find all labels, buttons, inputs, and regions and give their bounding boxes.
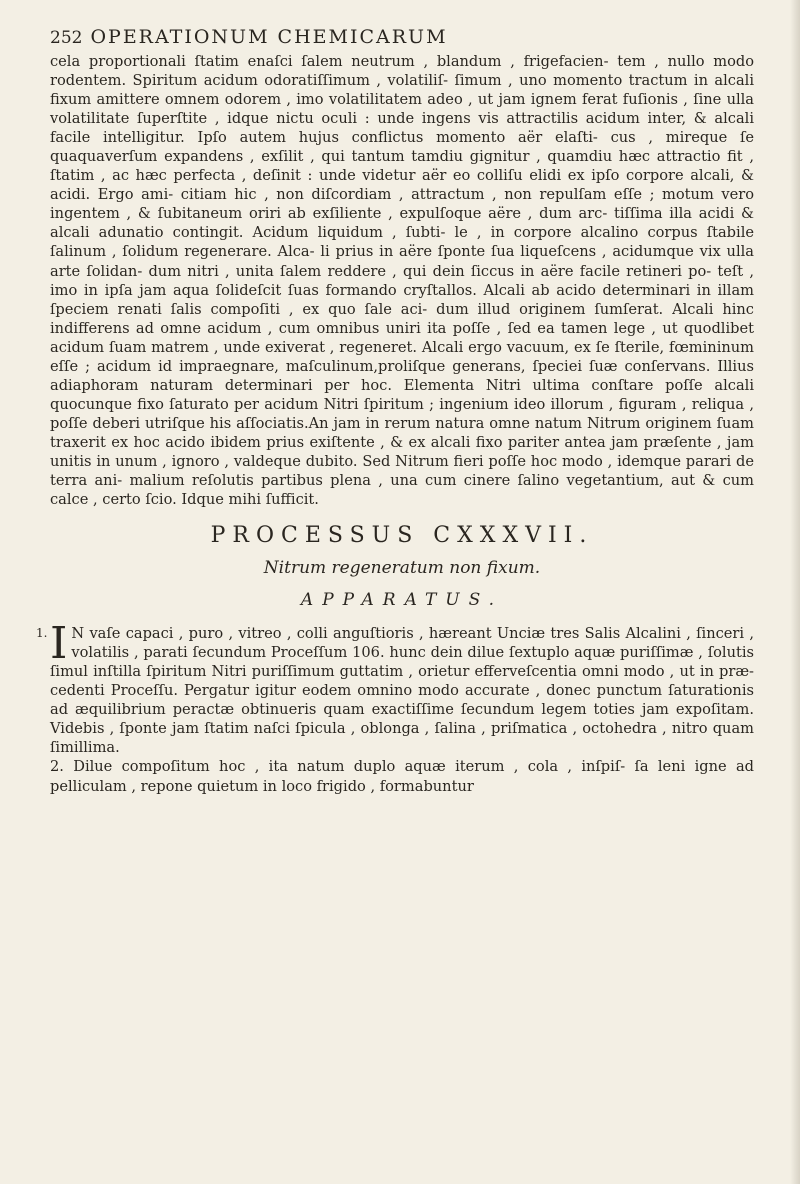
main-text xyxy=(50,52,754,509)
running-head xyxy=(50,26,754,48)
drop-capital: I xyxy=(50,618,68,670)
apparatus-paragraph-1-text: N vaſe capaci , puro , vitreo , colli anguſtioris , hæreant Unciæ tres Salis Alcalini , ſinceri , volatilis , parati ſecundum Proceſſum 106. hunc dein dilue ſextuplo aquæ puriſſimæ , ſolutis ſimul inſtilla ſpiritum Nitri puriſſimum guttatim , orietur efferveſcentia omni modo , ut in præ- cedenti Proceſſu. Pergatur igitur eodem omnino modo accurate , donec punctum ſaturationis ad æquilibrium peractæ obtinueris quam exactiſſime ſecundum legem toties jam expoſitam. Videbis , ſponte jam ſtatim naſci ſpicula , oblonga , ſalina , priſmatica , octohedra , nitro quam ſimillima. xyxy=(50,625,754,757)
paragraph-1: cela proportionali ſtatim enaſci ſalem neutrum , blandum , frigefacien- tem , nullo modo rodentem. Spiritum acidum odoratiſſimum , volatiliſ- ſimum , uno momento tractum in alcali fixum amittere omnem odorem , imo volatilitatem adeo , ut jam ignem ferat fuſionis , ſine ulla volatilitate ſuperſtite , idque nictu oculi : unde ingens vis attractilis acidum inter, & alcali facile intelligitur. Ipſo autem hujus conflictus momento aër elaſti- cus , mireque ſe quaquaverſum expandens , exſilit , qui tantum tamdiu gignitur , quamdiu hæc attractio fit , ſtatim , ac hæc perfecta , deſinit : unde videtur aër eo colliſu elidi ex ipſo corpore alcali, & acidi. Ergo ami- citiam hic , non diſcordiam , attractum , non repulſam eſſe ; motum vero ingentem , & ſubitaneum oriri ab exſiliente , expulſoque aëre , dum arc- tiſſima illa acidi & alcali adunatio contingit. Acidum liquidum , ſubti- le , in corpore alcalino corpus ſtabile ſalinum , ſolidum regenerare. Alca- li prius in aëre ſponte ſua liqueſcens , acidumque vix ulla arte ſolidan- dum nitri , unita ſalem reddere , qui dein ſiccus in aëre facile retineri po- teſt , imo in ipſa jam aqua ſolideſcit ſuas formando cryſtallos. Alcali ab acido determinari in illam ſpeciem renati ſalis compoſiti , ex quo ſale aci- dum illud originem ſumſerat. Alcali hinc indifferens ad omne acidum , cum omnibus uniri ita poſſe , ſed ea tamen lege , ut quodlibet acidum ſuam matrem , unde exiverat , regeneret. Alcali ergo vacuum, ex ſe ſterile, fœmininum eſſe ; acidum id impraegnare, maſculinum,proliſque generans, ſpeciei ſuæ conſervans. Illius adiaphoram naturam determinari per hoc. Elementa Nitri ultima conſtare poſſe alcali quocunque fixo ſaturato per acidum Nitri ſpiritum ; ingenium ideo illorum , figuram , reliqua , poſſe deberi utriſque his aſſociatis.An jam in rerum natura omne natum Nitrum originem ſuam traxerit ex hoc acido ibidem prius exiſtente , & ex alcali fixo pariter antea jam præſente , jam unitis in unum , ignoro , valdeque dubito. Sed Nitrum fieri poſſe hoc modo , idemque parari de terra ani- malium reſolutis partibus plena , una cum cinere ſalino vegetantium, aut & cum calce , certo ſcio. Idque mihi ſufficit. xyxy=(50,53,754,509)
process-subtitle: Nitrum regeneratum non fixum. xyxy=(263,558,541,579)
process-heading: PROCESSUS CXXXVII. xyxy=(210,523,594,549)
page-number: 252 xyxy=(50,28,83,48)
apparatus-text xyxy=(36,618,754,795)
apparatus-paragraph-2: 2. Dilue compoſitum hoc , ita natum duplo aquæ iterum , cola , inſpiſ- ſa leni igne ad pelliculam , repone quietum in loco frigido , formabuntur xyxy=(50,758,754,795)
apparatus-heading: APPARATUS. xyxy=(300,590,504,611)
paragraph-number: 1. xyxy=(36,626,48,641)
page-edge-shadow xyxy=(790,0,800,1184)
running-title: OPERATIONUM CHEMICARUM xyxy=(90,26,448,48)
apparatus-paragraph-1 xyxy=(36,618,754,757)
